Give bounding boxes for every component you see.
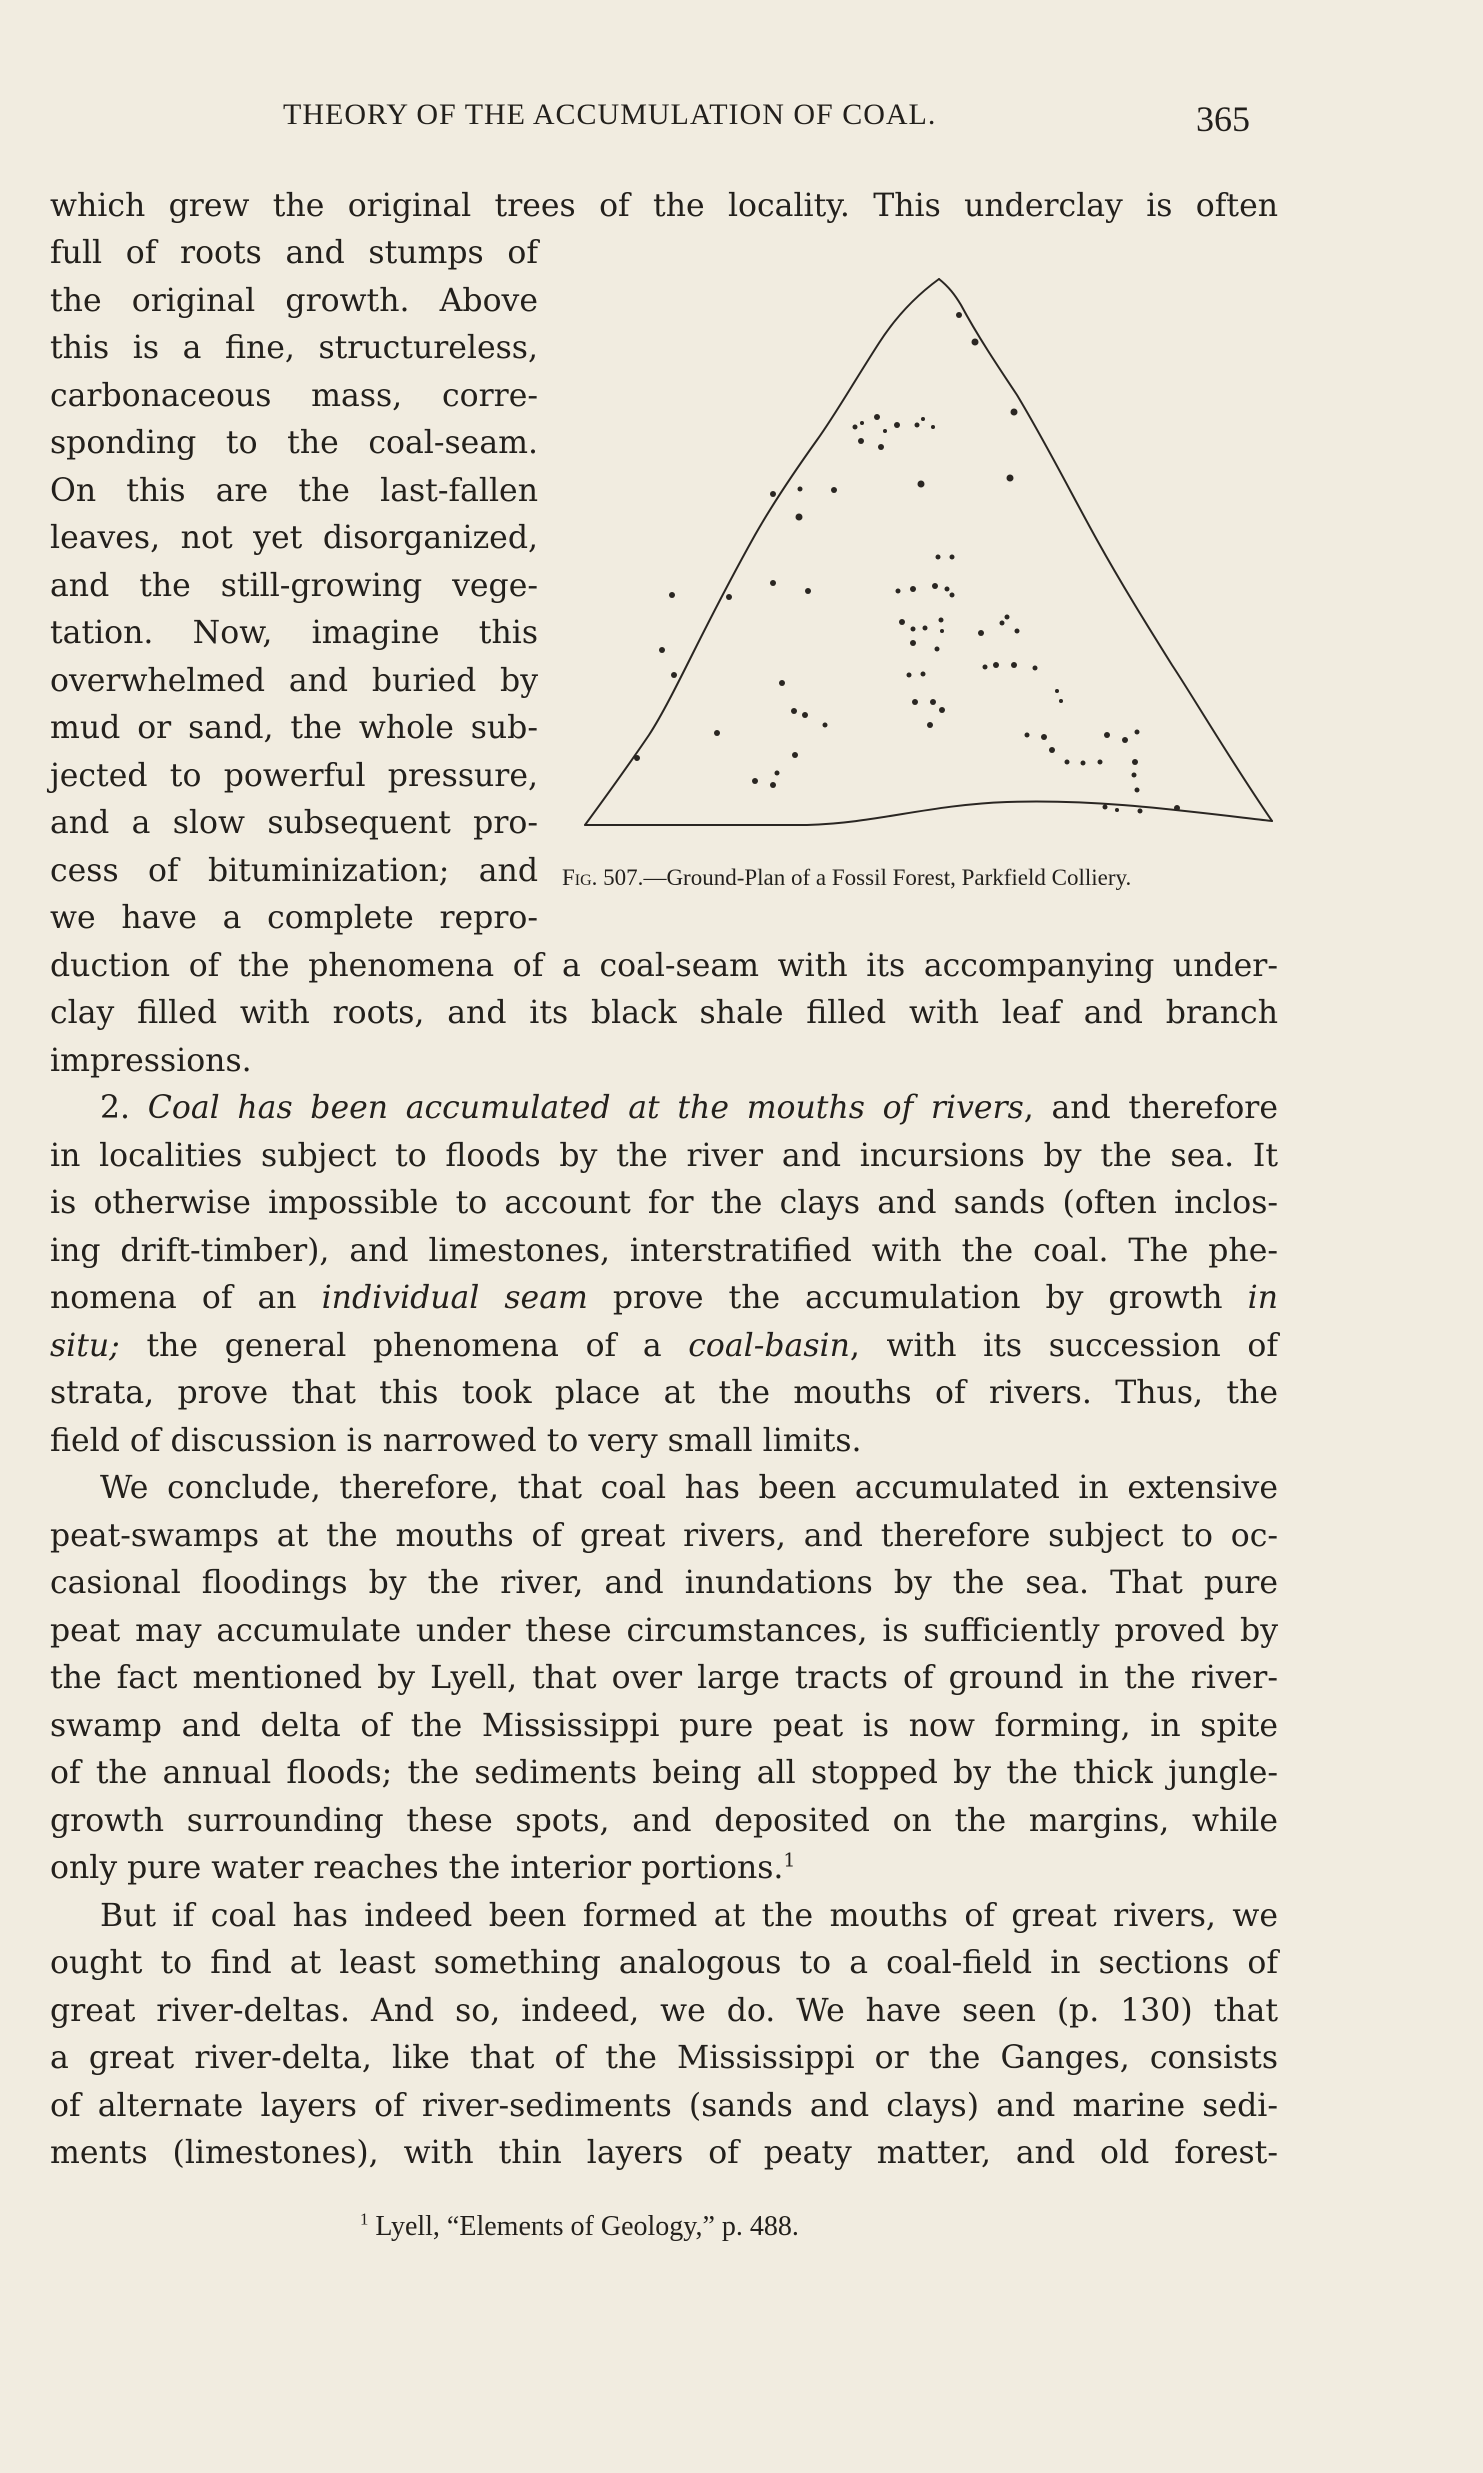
text-line: mud or sand, the whole sub- <box>50 710 538 746</box>
figure-caption-text: —Ground-Plan of a Fossil Forest, Parkfield Colliery. <box>643 865 1132 890</box>
page-header <box>0 98 1483 148</box>
text-line: field of discussion is narrowed to very small limits. <box>50 1423 862 1459</box>
text-line: sponding to the coal-seam. <box>50 425 538 461</box>
running-title: THEORY OF THE ACCUMULATION OF COAL. <box>283 98 937 131</box>
text-segment: , and therefore <box>1023 1090 1278 1126</box>
text-segment: only pure water reaches the interior portions. <box>50 1850 784 1886</box>
text-line: of the annual floods; the sediments being all stopped by the thick jungle- <box>50 1755 1278 1791</box>
figure-number: Fig. 507. <box>562 865 644 890</box>
footnote-mark: 1 <box>360 2209 369 2229</box>
text-line: ments (limestones), with thin layers of peaty matter, and old forest- <box>50 2135 1278 2171</box>
text-segment: , with its succession of <box>849 1328 1279 1364</box>
text-segment: prove the accumulation by growth <box>587 1280 1248 1316</box>
text-line: On this are the last-fallen <box>50 473 538 509</box>
text-line: and the still-growing vege- <box>50 568 538 604</box>
paragraph-number: 2. <box>100 1090 148 1126</box>
footnote-text: Lyell, “Elements of Geology,” p. 488. <box>368 2211 799 2242</box>
text-line: is otherwise impossible to account for the clays and sands (often inclos- <box>50 1185 1278 1221</box>
text-line: peat-swamps at the mouths of great rivers, and therefore subject to oc- <box>50 1518 1278 1554</box>
text-line <box>50 1845 1278 1893</box>
text-line: the fact mentioned by Lyell, that over large tracts of ground in the river- <box>50 1660 1278 1696</box>
text-line: jected to powerful pressure, <box>50 758 538 794</box>
text-line: ing drift-timber), and limestones, interstratified with the coal. The phe- <box>50 1233 1278 1269</box>
italic-phrase: mouths of rivers <box>746 1090 1024 1126</box>
text-line: ought to find at least something analogous to a coal-field in sections of <box>50 1945 1278 1981</box>
text-line: duction of the phenomena of a coal-seam with its accompanying under- <box>50 948 1278 984</box>
text-line: But if coal has indeed been formed at the mouths of great rivers, we <box>100 1898 1278 1934</box>
text-line <box>50 1323 1278 1371</box>
text-line: tation. Now, imagine this <box>50 615 538 651</box>
text-line: a great river-delta, like that of the Mississippi or the Ganges, consists <box>50 2040 1278 2076</box>
text-line: growth surrounding these spots, and deposited on the margins, while <box>50 1803 1278 1839</box>
text-line: great river-deltas. And so, indeed, we do. We have seen (p. 130) that <box>50 1993 1278 2029</box>
text-line: casional floodings by the river, and inundations by the sea. That pure <box>50 1565 1278 1601</box>
italic-phrase: individual seam <box>321 1280 588 1316</box>
text-line: this is a fine, structureless, <box>50 330 538 366</box>
text-line <box>50 1085 1278 1133</box>
text-segment: the general phenomena of a <box>119 1328 689 1364</box>
italic-phrase: Coal has been accumulated at the <box>147 1090 747 1126</box>
text-line: cess of bituminization; and <box>50 853 538 889</box>
text-line: and a slow subsequent pro- <box>50 805 538 841</box>
triangle-outline <box>585 279 1272 825</box>
text-line: swamp and delta of the Mississippi pure peat is now forming, in spite <box>50 1708 1278 1744</box>
italic-phrase: situ; <box>50 1328 120 1364</box>
text-line: which grew the original trees of the locality. This underclay is often <box>50 188 1278 224</box>
italic-phrase: coal-basin <box>688 1328 850 1364</box>
footnote <box>360 2211 799 2243</box>
text-line: overwhelmed and buried by <box>50 663 538 699</box>
footnote-marker: 1 <box>783 1849 796 1872</box>
text-line <box>50 1275 1278 1323</box>
text-line: leaves, not yet disorganized, <box>50 520 538 556</box>
italic-phrase: in <box>1247 1280 1278 1316</box>
text-line: we have a complete repro- <box>50 900 538 936</box>
text-line: full of roots and stumps of <box>50 235 538 271</box>
fossil-forest-diagram <box>577 265 1277 835</box>
text-line: clay filled with roots, and its black shale filled with leaf and branch <box>50 995 1278 1031</box>
text-line: strata, prove that this took place at the mouths of rivers. Thus, the <box>50 1375 1278 1411</box>
text-line: We conclude, therefore, that coal has been accumulated in extensive <box>100 1470 1278 1506</box>
text-line: the original growth. Above <box>50 283 538 319</box>
tree-stump-dots <box>634 312 1180 814</box>
text-line: carbonaceous mass, corre- <box>50 378 538 414</box>
text-segment: nomena of an <box>50 1280 322 1316</box>
text-line: in localities subject to floods by the river and incursions by the sea. It <box>50 1138 1278 1174</box>
figure-caption <box>562 865 1131 891</box>
page-number: 365 <box>1196 99 1250 139</box>
text-line: peat may accumulate under these circumstances, is sufficiently proved by <box>50 1613 1278 1649</box>
fossil-forest-figure <box>577 265 1277 835</box>
text-line: of alternate layers of river-sediments (sands and clays) and marine sedi- <box>50 2088 1278 2124</box>
text-line: impressions. <box>50 1043 252 1079</box>
